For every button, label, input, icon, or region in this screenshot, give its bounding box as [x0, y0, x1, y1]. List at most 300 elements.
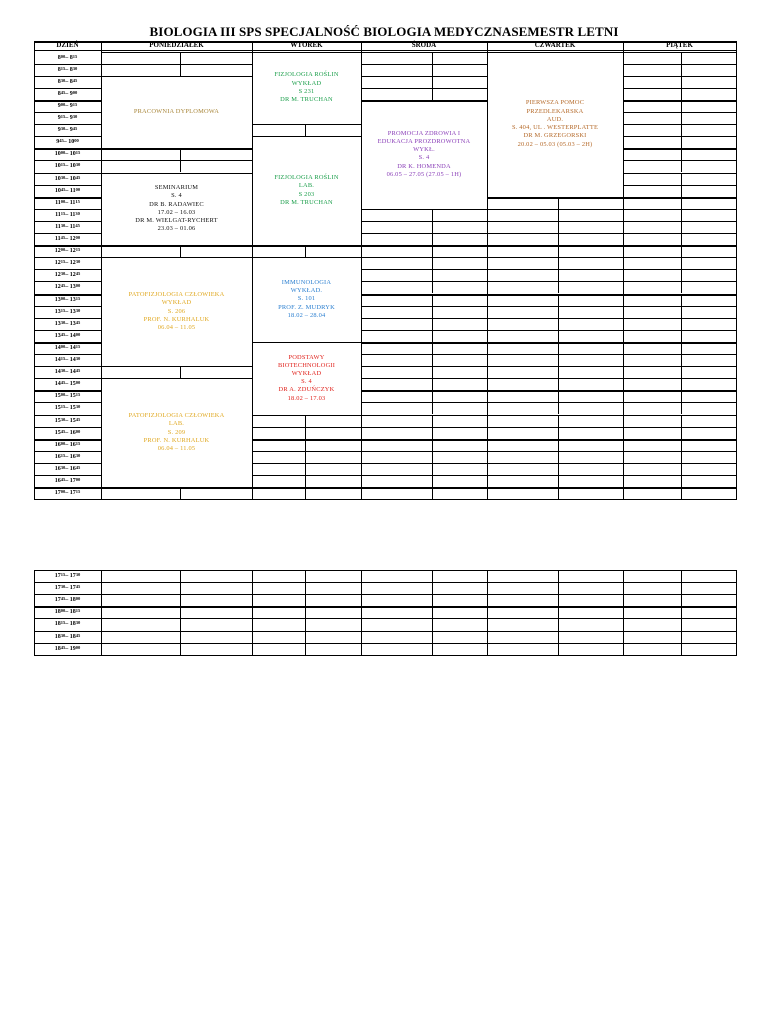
class-block-line: 17.02 – 16.03 — [157, 208, 196, 216]
grid-line — [623, 318, 736, 319]
grid-line — [681, 76, 682, 88]
grid-line — [432, 209, 433, 221]
grid-line — [180, 64, 181, 76]
grid-line — [681, 354, 682, 366]
page-title: BIOLOGIA III SPS SPECJALNOŚĆ BIOLOGIA MEDYCZNASEMESTR LETNI — [149, 24, 619, 39]
grid-line — [34, 582, 736, 583]
grid-line — [558, 378, 559, 390]
time-slot-label: $8^{45}-$ $9^{00}$ — [57, 89, 78, 97]
grid-line — [623, 221, 736, 222]
grid-line — [558, 463, 559, 475]
grid-line — [34, 233, 101, 234]
grid-line — [558, 427, 559, 439]
class-block-line: DR M. WIELGAT-RYCHERT — [135, 217, 218, 224]
grid-line — [681, 197, 682, 209]
grid-line — [34, 366, 101, 367]
grid-line — [623, 41, 624, 500]
class-block-line: S. 209 — [167, 428, 186, 436]
grid-line — [180, 245, 181, 257]
grid-line — [252, 124, 361, 125]
grid-line — [361, 487, 487, 489]
grid-line — [487, 221, 623, 222]
grid-line — [34, 475, 101, 476]
grid-line — [681, 318, 682, 330]
grid-line — [432, 233, 433, 245]
class-block-line: EDUKACJA PROZDROWOTNA — [377, 137, 471, 145]
grid-line — [623, 64, 736, 65]
grid-line — [623, 269, 736, 270]
grid-line — [361, 318, 487, 319]
grid-line — [623, 112, 736, 113]
time-slot-label: $11^{30}-$ $11^{45}$ — [55, 222, 80, 230]
grid-line — [681, 124, 682, 136]
grid-line — [681, 257, 682, 269]
grid-line — [34, 197, 101, 199]
time-slot-label: $18^{15}-$ $18^{30}$ — [54, 620, 81, 628]
grid-line — [623, 354, 736, 355]
time-slot-label: $15^{45}-$ $16^{00}$ — [54, 428, 81, 436]
grid-line — [305, 475, 306, 487]
grid-line — [681, 112, 682, 124]
grid-line — [558, 475, 559, 487]
grid-line — [558, 402, 559, 414]
grid-line — [34, 88, 101, 89]
grid-line — [623, 390, 736, 392]
grid-line — [180, 160, 181, 172]
grid-line — [487, 378, 623, 379]
grid-line — [361, 354, 487, 355]
time-slot-label: $15^{00}-$ $15^{15}$ — [54, 392, 81, 400]
time-slot-label: $11^{15}-$ $11^{30}$ — [55, 210, 80, 218]
grid-line — [361, 64, 487, 65]
grid-line — [681, 439, 682, 451]
grid-line — [34, 148, 101, 150]
grid-line — [34, 378, 101, 379]
grid-line — [432, 294, 433, 306]
grid-line — [34, 318, 101, 319]
grid-line — [34, 306, 101, 307]
class-block-seminarium — [101, 173, 252, 246]
grid-line — [681, 378, 682, 390]
time-slot-label: $9^{00}-$ $9^{15}$ — [57, 101, 78, 109]
grid-line — [623, 160, 736, 161]
class-block-line: 20.02 – 05.03 (05.03 – 2H) — [517, 140, 593, 148]
time-slot-label: $12^{45}-$ $13^{00}$ — [54, 283, 81, 291]
grid-line — [736, 41, 737, 500]
class-block-line: BIOTECHNOLOGII — [277, 361, 336, 369]
class-block-pierwsza-pomoc — [487, 52, 623, 197]
grid-line — [361, 245, 487, 247]
grid-line — [681, 185, 682, 197]
class-block-line: DR A. ZDUŃCZYK — [278, 386, 335, 394]
grid-line — [361, 209, 487, 210]
grid-line — [34, 427, 101, 428]
grid-line — [623, 342, 736, 344]
grid-line — [558, 354, 559, 366]
grid-line — [681, 221, 682, 233]
class-block-line: PRZEDLEKARSKA — [526, 107, 584, 115]
grid-line — [34, 402, 101, 403]
grid-line — [432, 245, 433, 257]
time-slot-label: $18^{00}-$ $18^{15}$ — [54, 608, 81, 616]
grid-line — [432, 342, 433, 354]
class-block-line: S. 4 — [171, 192, 182, 200]
grid-line — [305, 245, 306, 257]
time-slot-label: $10^{30}-$ $10^{45}$ — [54, 174, 81, 182]
grid-line — [623, 402, 736, 403]
class-block-line: FIZJOLOGIA ROŚLIN — [274, 71, 339, 79]
time-slot-label: $12^{15}-$ $12^{30}$ — [54, 259, 81, 267]
header-wednesday: ŚRODA — [411, 41, 437, 49]
grid-line — [487, 209, 623, 210]
grid-line — [34, 618, 736, 619]
time-slot-label: $17^{00}-$ $17^{15}$ — [54, 489, 81, 497]
grid-line — [252, 415, 361, 416]
class-block-line: S 203 — [298, 190, 315, 198]
grid-line — [432, 221, 433, 233]
grid-line — [681, 415, 682, 427]
class-block-line: 06.05 – 27.05 (27.05 – 1H) — [386, 170, 462, 178]
grid-line — [305, 463, 306, 475]
grid-line — [623, 233, 736, 234]
grid-line — [34, 390, 101, 392]
grid-line — [558, 306, 559, 318]
grid-line — [432, 366, 433, 378]
grid-line — [34, 570, 736, 571]
grid-line — [305, 451, 306, 463]
grid-line — [34, 269, 101, 270]
grid-line — [432, 52, 433, 64]
grid-line — [252, 475, 361, 476]
class-block-line: 06.04 – 11.05 — [157, 323, 196, 331]
grid-line — [361, 475, 487, 476]
grid-line — [487, 475, 623, 476]
grid-line — [34, 112, 101, 113]
grid-line — [623, 124, 736, 125]
grid-line — [681, 64, 682, 76]
grid-line — [487, 463, 623, 464]
class-block-line: S. 206 — [167, 307, 186, 315]
class-block-line: PROF. N. KURHALUK — [143, 436, 210, 444]
grid-line — [558, 233, 559, 245]
grid-line — [432, 378, 433, 390]
grid-line — [558, 281, 559, 293]
grid-line — [623, 197, 736, 199]
class-block-line: PATOFIZJOLOGIA CZŁOWIEKA — [128, 291, 225, 299]
grid-line — [361, 451, 487, 452]
grid-line — [432, 269, 433, 281]
grid-line — [487, 342, 623, 344]
grid-line — [681, 160, 682, 172]
grid-line — [623, 136, 736, 137]
grid-line — [34, 160, 101, 161]
class-block-line: S. 101 — [297, 295, 316, 303]
grid-line — [681, 342, 682, 354]
class-block-line: DR M. TRUCHAN — [280, 198, 333, 206]
class-block-fizjologia-lab — [252, 136, 361, 245]
time-slot-label: $9^{45}-$ $10^{00}$ — [56, 138, 79, 146]
time-slot-label: $10^{15}-$ $10^{30}$ — [54, 162, 81, 170]
header-thursday: CZWARTEK — [534, 41, 576, 49]
grid-line — [681, 209, 682, 221]
class-block-line: SEMINARIUM — [154, 184, 199, 192]
grid-line — [305, 124, 306, 136]
time-slot-label: $16^{15}-$ $16^{30}$ — [54, 452, 81, 460]
grid-line — [361, 463, 487, 464]
grid-line — [681, 245, 682, 257]
grid-line — [487, 197, 623, 198]
class-block-line: PODSTAWY — [288, 353, 325, 361]
grid-line — [487, 233, 623, 234]
time-slot-label: $17^{45}-$ $18^{00}$ — [54, 596, 81, 604]
grid-line — [361, 233, 487, 234]
grid-line — [623, 378, 736, 379]
grid-line — [34, 499, 736, 500]
time-slot-label: $18^{30}-$ $18^{45}$ — [54, 632, 81, 640]
grid-line — [34, 594, 736, 595]
grid-line — [432, 306, 433, 318]
class-block-line: S. 4 — [418, 154, 430, 162]
grid-line — [101, 64, 252, 65]
grid-line — [34, 655, 736, 656]
grid-line — [623, 100, 736, 102]
class-block-patofizjologia-wyklad — [101, 257, 252, 366]
grid-line — [361, 269, 487, 270]
time-slot-label: $18^{45}-$ $19^{00}$ — [54, 644, 81, 652]
grid-line — [558, 257, 559, 269]
class-block-line: PROF. Z. MUDRYK — [278, 303, 335, 311]
class-block-biotechnologia — [252, 342, 361, 415]
grid-line — [305, 439, 306, 451]
class-block-line: WYKŁ. — [413, 146, 435, 154]
grid-line — [361, 390, 487, 392]
grid-line — [432, 318, 433, 330]
grid-line — [487, 330, 623, 331]
grid-line — [34, 173, 101, 174]
grid-line — [34, 631, 736, 632]
class-block-fizjologia-wyklad — [252, 52, 361, 125]
grid-line — [487, 402, 623, 403]
class-block-line: PROMOCJA ZDROWIA I — [387, 129, 461, 137]
grid-line — [34, 439, 101, 441]
grid-line — [623, 76, 736, 77]
class-block-line: PRACOWNIA DYPLOMOWA — [133, 107, 220, 115]
grid-line — [681, 366, 682, 378]
grid-line — [361, 439, 487, 441]
grid-line — [623, 439, 736, 441]
grid-line — [361, 281, 487, 282]
time-slot-label: $13^{30}-$ $13^{45}$ — [54, 319, 81, 327]
class-block-line: PATOFIZJOLOGIA CZŁOWIEKA — [128, 412, 225, 420]
grid-line — [361, 306, 487, 307]
time-slot-label: $14^{00}-$ $14^{15}$ — [54, 343, 81, 351]
grid-line — [558, 221, 559, 233]
grid-line — [558, 318, 559, 330]
grid-line — [623, 487, 736, 489]
grid-line — [558, 197, 559, 209]
time-slot-label: $16^{30}-$ $16^{45}$ — [54, 464, 81, 472]
grid-line — [623, 209, 736, 210]
time-slot-label: $13^{00}-$ $13^{15}$ — [54, 295, 81, 303]
grid-line — [432, 257, 433, 269]
grid-line — [681, 173, 682, 185]
class-block-line: 06.04 – 11.05 — [157, 444, 196, 452]
grid-line — [681, 269, 682, 281]
grid-line — [34, 64, 101, 65]
time-slot-label: $14^{15}-$ $14^{30}$ — [54, 356, 81, 363]
class-block-line: DR M. GRZEGORSKI — [523, 132, 587, 140]
grid-line — [623, 52, 736, 53]
time-slot-label: $15^{30}-$ $15^{45}$ — [54, 416, 81, 424]
class-block-line: DR B. RADAWIEC — [149, 200, 204, 208]
grid-line — [361, 342, 487, 344]
grid-line — [34, 415, 101, 416]
grid-line — [487, 415, 623, 416]
grid-line — [101, 487, 252, 488]
grid-line — [487, 487, 623, 489]
grid-line — [558, 209, 559, 221]
class-block-line: WYKŁAD. — [290, 287, 323, 295]
class-block-line: PROF. N. KURHALUK — [143, 315, 210, 323]
grid-line — [34, 257, 101, 258]
grid-line — [681, 475, 682, 487]
class-block-line: 23.03 – 01.06 — [157, 225, 196, 233]
class-block-line: WYKŁAD — [291, 369, 322, 377]
grid-line — [623, 330, 736, 331]
grid-line — [361, 88, 487, 89]
class-block-line: WYKŁAD — [291, 79, 322, 87]
grid-line — [34, 100, 101, 102]
grid-line — [558, 415, 559, 427]
grid-line — [487, 451, 623, 452]
class-block-line: FIZJOLOGIA ROŚLIN — [274, 174, 339, 182]
class-block-line: LAB. — [168, 420, 185, 428]
grid-line — [681, 427, 682, 439]
header-monday: PONIEDZIAŁEK — [149, 41, 204, 49]
grid-line — [623, 427, 736, 428]
grid-line — [34, 354, 101, 355]
grid-line — [34, 221, 101, 222]
header-tuesday: WTOREK — [290, 41, 323, 49]
grid-line — [361, 378, 487, 379]
time-slot-label: $17^{30}-$ $17^{45}$ — [54, 584, 81, 592]
grid-line — [180, 366, 181, 378]
grid-line — [361, 366, 487, 367]
grid-line — [305, 487, 306, 499]
grid-line — [558, 330, 559, 342]
grid-line — [305, 415, 306, 427]
header-friday: PIĄTEK — [666, 41, 693, 49]
grid-line — [101, 148, 252, 149]
grid-line — [34, 136, 101, 137]
grid-line — [361, 402, 487, 403]
grid-line — [180, 52, 181, 64]
class-block-line: S 231 — [298, 87, 315, 95]
grid-line — [34, 76, 101, 77]
grid-line — [361, 76, 487, 77]
grid-line — [432, 451, 433, 463]
grid-line — [487, 294, 623, 296]
grid-line — [558, 245, 559, 257]
time-slot-label: $12^{00}-$ $12^{15}$ — [54, 247, 81, 255]
grid-line — [180, 148, 181, 160]
grid-line — [623, 148, 736, 150]
time-slot-label: $9^{15}-$ $9^{30}$ — [57, 114, 78, 121]
grid-line — [487, 390, 623, 392]
grid-line — [487, 439, 623, 441]
grid-line — [361, 221, 487, 222]
grid-line — [34, 124, 101, 125]
grid-line — [681, 402, 682, 414]
time-slot-label: $14^{30}-$ $14^{45}$ — [54, 368, 81, 376]
grid-line — [252, 427, 361, 428]
time-slot-label: $13^{15}-$ $13^{30}$ — [54, 307, 81, 315]
grid-line — [623, 463, 736, 464]
grid-line — [34, 294, 101, 296]
time-slot-label: $14^{45}-$ $15^{00}$ — [54, 380, 81, 388]
grid-line — [101, 160, 252, 161]
grid-line — [558, 390, 559, 402]
grid-line — [252, 439, 361, 441]
grid-line — [681, 233, 682, 245]
grid-line — [252, 487, 361, 489]
class-block-line: DR M. TRUCHAN — [280, 96, 333, 103]
time-slot-label: $16^{45}-$ $17^{00}$ — [54, 477, 81, 484]
grid-line — [558, 487, 559, 499]
grid-line — [34, 463, 101, 464]
time-slot-label: $16^{00}-$ $16^{15}$ — [54, 440, 81, 448]
time-slot-label: $8^{30}-$ $8^{45}$ — [57, 77, 78, 85]
grid-line — [432, 487, 433, 499]
grid-line — [432, 427, 433, 439]
time-slot-label: $15^{15}-$ $15^{30}$ — [54, 404, 81, 412]
grid-line — [252, 463, 361, 464]
grid-line — [361, 257, 487, 258]
grid-line — [623, 415, 736, 416]
grid-line — [623, 185, 736, 186]
class-block-patofizjologia-lab — [101, 378, 252, 487]
header-day: DZIEŃ — [56, 41, 79, 49]
grid-line — [623, 245, 736, 247]
grid-line — [487, 269, 623, 270]
class-block-line: DR K. HOMENDA — [397, 162, 451, 170]
grid-line — [252, 451, 361, 452]
grid-line — [623, 294, 736, 296]
grid-line — [558, 366, 559, 378]
grid-line — [361, 294, 487, 296]
grid-line — [432, 281, 433, 293]
grid-line — [34, 209, 101, 210]
grid-line — [736, 570, 737, 656]
grid-line — [681, 88, 682, 100]
grid-line — [558, 294, 559, 306]
grid-line — [432, 354, 433, 366]
time-slot-label: $17^{15}-$ $17^{30}$ — [54, 572, 81, 579]
grid-line — [361, 330, 487, 331]
time-slot-label: $9^{30}-$ $9^{45}$ — [57, 126, 78, 134]
class-block-line: 18.02 – 17.03 — [287, 394, 326, 402]
grid-line — [681, 148, 682, 160]
grid-line — [432, 64, 433, 76]
class-block-line: IMMUNOLOGIA — [281, 279, 332, 287]
class-block-line: AUD. — [546, 115, 564, 123]
grid-line — [305, 427, 306, 439]
grid-line — [432, 463, 433, 475]
grid-line — [681, 281, 682, 293]
grid-line — [558, 269, 559, 281]
grid-line — [623, 88, 736, 89]
grid-line — [681, 463, 682, 475]
